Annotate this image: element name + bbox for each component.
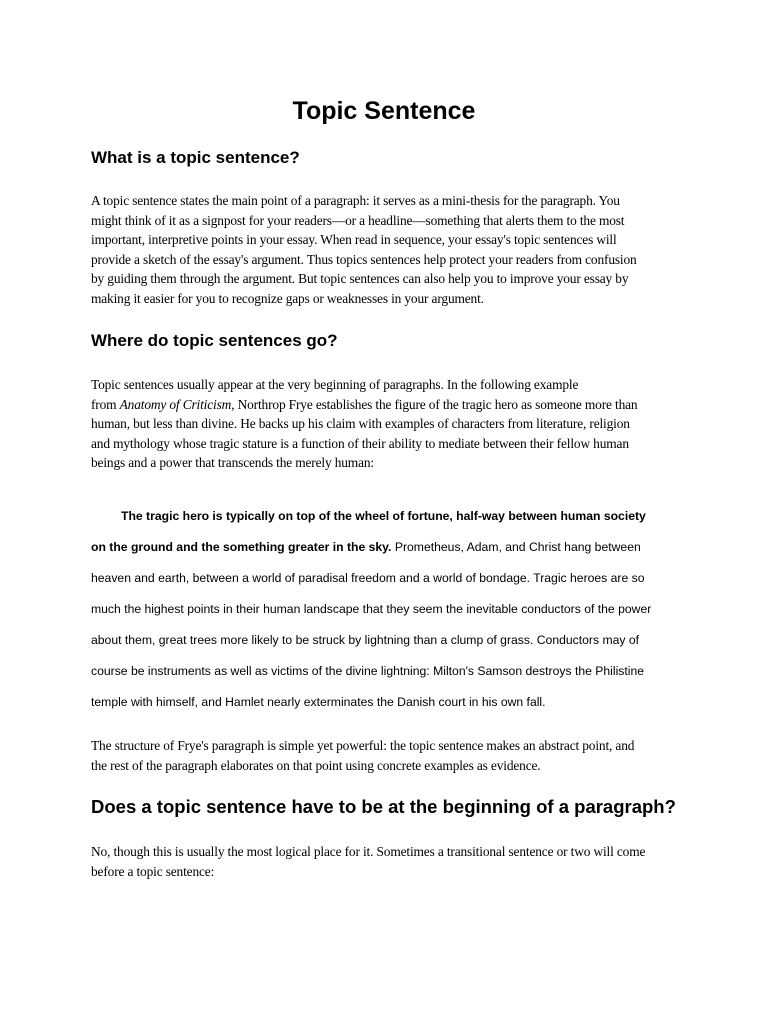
paragraph-line: provide a sketch of the essay's argument. Thus topics sentences help protect your readers from confusion — [91, 251, 637, 267]
line-prefix: from — [91, 396, 120, 412]
book-title: Anatomy of Criticism — [119, 396, 232, 412]
heading-where-topic-sentences-go: Where do topic sentences go? — [91, 331, 338, 350]
quote-line: heaven and earth, between a world of paradisal freedom and a world of bondage. Tragic heroes are so — [91, 571, 645, 585]
paragraph-structure — [91, 736, 691, 775]
paragraph-line: Topic sentences usually appear at the very beginning of paragraphs. In the following example — [91, 377, 579, 392]
quote-topic-sentence-end: on the ground and the something greater in the sky. — [91, 540, 392, 554]
block-quote — [91, 501, 691, 718]
paragraph-transitional — [91, 842, 691, 881]
quote-line — [91, 532, 691, 563]
paragraph-line — [91, 395, 691, 415]
heading-what-is-topic-sentence: What is a topic sentence? — [91, 148, 300, 167]
paragraph-line: beings and a power that transcends the merely human: — [91, 455, 374, 471]
paragraph-line: important, interpretive points in your essay. When read in sequence, your essay's topic sentences will — [91, 232, 617, 248]
paragraph-line: No, though this is usually the most logical place for it. Sometimes a transitional sentence or two will come — [91, 844, 646, 859]
paragraph-definition — [91, 191, 691, 309]
quote-line: course be instruments as well as victims of the divine lightning: Milton's Samson destroys the Philistine — [91, 664, 645, 678]
quote-line: much the highest points in their human landscape that they seem the inevitable conductors of the power — [91, 602, 652, 616]
page-title: Topic Sentence — [292, 97, 476, 125]
paragraph-placement — [91, 375, 691, 473]
paragraph-line: making it easier for you to recognize gaps or weaknesses in your argument. — [91, 290, 484, 306]
line-suffix: , Northrop Frye establishes the figure of the tragic hero as someone more than — [231, 396, 638, 412]
paragraph-line: human, but less than divine. He backs up his claim with examples of characters from literature, religion — [91, 416, 630, 432]
heading-beginning-of-paragraph: Does a topic sentence have to be at the beginning of a paragraph? — [91, 796, 676, 817]
paragraph-line: and mythology whose tragic stature is a function of their ability to mediate between their fellow human — [91, 435, 629, 451]
quote-topic-sentence: The tragic hero is typically on top of the wheel of fortune, half-way between human society — [121, 509, 646, 523]
paragraph-line: A topic sentence states the main point of a paragraph: it serves as a mini-thesis for the paragraph. You — [91, 193, 620, 208]
quote-text: Prometheus, Adam, and Christ hang between — [391, 540, 641, 554]
paragraph-line: might think of it as a signpost for your readers—or a headline—something that alerts them to the most — [91, 212, 625, 228]
quote-line: about them, great trees more likely to be struck by lightning than a clump of grass. Conductors may of — [91, 633, 640, 647]
quote-line — [91, 501, 691, 532]
quote-line: temple with himself, and Hamlet nearly exterminates the Danish court in his own fall. — [91, 695, 546, 709]
paragraph-line: The structure of Frye's paragraph is simple yet powerful: the topic sentence makes an abstract point, and — [91, 738, 635, 753]
paragraph-line: the rest of the paragraph elaborates on that point using concrete examples as evidence. — [91, 757, 541, 773]
paragraph-line: before a topic sentence: — [91, 863, 215, 879]
paragraph-line: by guiding them through the argument. But topic sentences can also help you to improve your essay by — [91, 271, 629, 287]
